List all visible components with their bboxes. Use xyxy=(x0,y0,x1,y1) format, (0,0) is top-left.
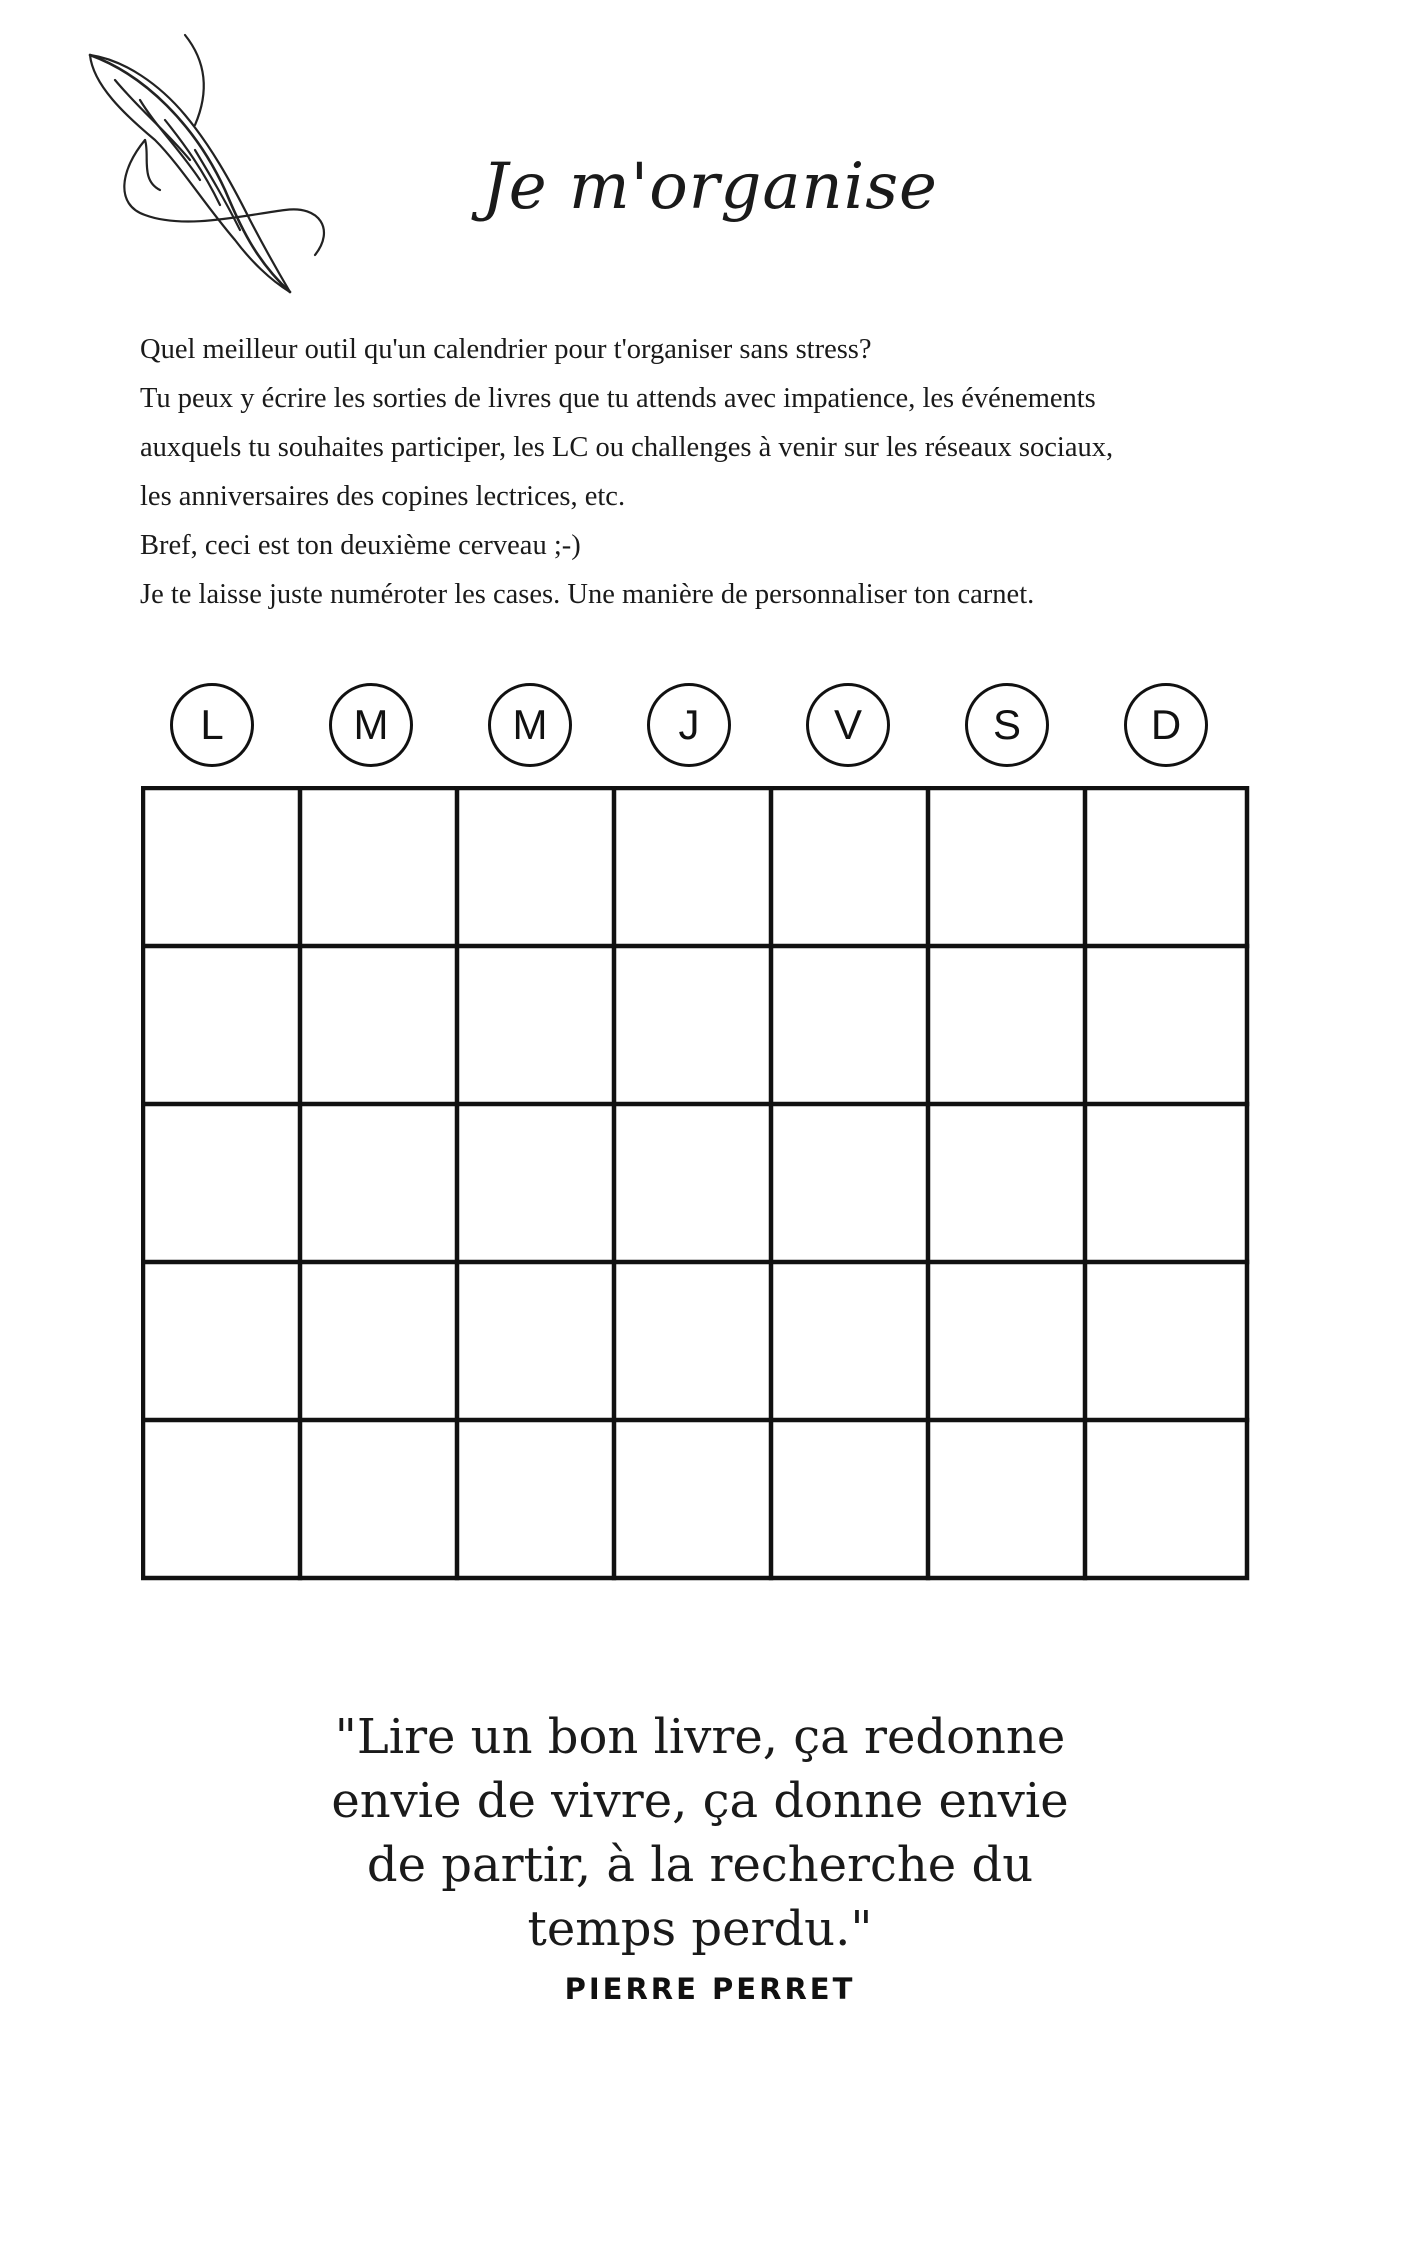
weekday-header xyxy=(0,683,1410,767)
intro-line: Bref, ceci est ton deuxième cerveau ;-) xyxy=(140,530,581,561)
intro-line: Je te laisse juste numéroter les cases. Une manière de personnaliser ton carnet. xyxy=(140,579,1035,610)
calendar-grid-lines xyxy=(141,786,1251,1586)
day-saturday: S xyxy=(965,683,1049,767)
day-monday: L xyxy=(170,683,254,767)
calendar-grid xyxy=(141,786,1251,1590)
intro-line: les anniversaires des copines lectrices, etc. xyxy=(140,481,626,512)
intro-text xyxy=(140,325,1280,619)
day-wednesday: M xyxy=(488,683,572,767)
day-tuesday: M xyxy=(329,683,413,767)
day-thursday: J xyxy=(647,683,731,767)
page-title: Je m'organise xyxy=(482,150,938,224)
quote-text: "Lire un bon livre, ça redonne envie de vivre, ça donne envie de partir, à la recherche du temps perdu." xyxy=(331,1709,1069,1957)
intro-line: auxquels tu souhaites participer, les LC ou challenges à venir sur les réseaux sociaux, xyxy=(140,432,1114,463)
day-sunday: D xyxy=(1124,683,1208,767)
day-friday: V xyxy=(806,683,890,767)
quote-author: PIERRE PERRET xyxy=(564,1972,856,2006)
intro-line: Tu peux y écrire les sorties de livres que tu attends avec impatience, les événements xyxy=(140,383,1096,414)
intro-line: Quel meilleur outil qu'un calendrier pour t'organiser sans stress? xyxy=(140,334,872,365)
feather-quill-icon xyxy=(85,30,340,300)
